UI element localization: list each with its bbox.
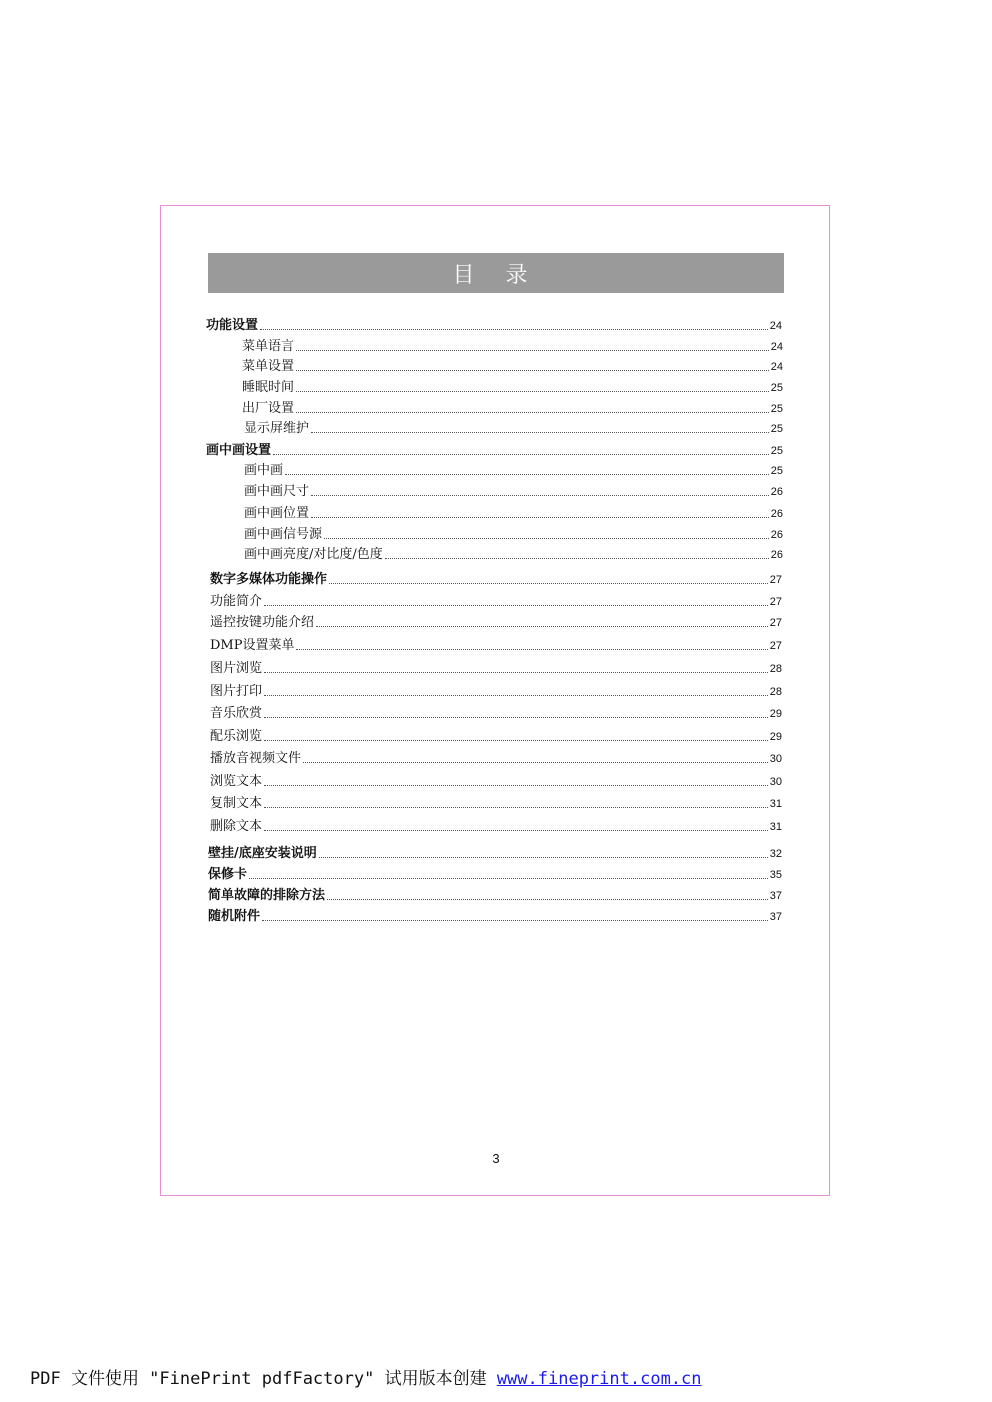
dot-leader xyxy=(311,431,769,433)
toc-entry-label: 壁挂/底座安装说明 xyxy=(208,846,317,861)
toc-entry-page: 27 xyxy=(769,574,782,586)
toc-entry[interactable] xyxy=(210,794,782,812)
toc-entry-label: 删除文本 xyxy=(210,819,263,834)
toc-entry-page: 31 xyxy=(769,798,782,810)
dot-leader xyxy=(316,625,768,627)
toc-entry-label: 遥控按键功能介绍 xyxy=(210,615,315,630)
toc-entry-label: 画中画亮度/对比度/色度 xyxy=(244,547,383,562)
dot-leader xyxy=(329,582,768,584)
dot-leader xyxy=(264,784,768,786)
toc-entry-page: 25 xyxy=(770,403,783,415)
dot-leader xyxy=(285,473,769,475)
toc-entry-label: 简单故障的排除方法 xyxy=(208,888,326,903)
toc-entry-label: 图片浏览 xyxy=(210,661,263,676)
dot-leader xyxy=(327,898,768,900)
toc-entry-label: 浏览文本 xyxy=(210,774,263,789)
toc-entry-label: 画中画尺寸 xyxy=(244,484,310,499)
dot-leader xyxy=(264,829,768,831)
toc-title: 目 录 xyxy=(208,253,784,293)
footer-link[interactable]: www.fineprint.com.cn xyxy=(496,1369,702,1389)
toc-entry-page: 30 xyxy=(769,776,782,788)
toc-entry-page: 25 xyxy=(770,465,783,477)
dot-leader xyxy=(311,516,769,518)
toc-entry-page: 28 xyxy=(769,663,782,675)
toc-entry[interactable] xyxy=(206,316,782,334)
toc-entry-label: 菜单设置 xyxy=(242,359,295,374)
toc-entry-label: 随机附件 xyxy=(208,909,261,924)
toc-entry-page: 28 xyxy=(769,686,782,698)
toc-entry-page: 24 xyxy=(769,320,782,332)
toc-entry-label: 菜单语言 xyxy=(242,339,295,354)
toc-entry[interactable] xyxy=(242,399,783,417)
toc-entry[interactable] xyxy=(210,636,782,654)
pdf-footer xyxy=(30,1364,702,1389)
dot-leader xyxy=(296,369,769,371)
toc-entry-label: DMP设置菜单 xyxy=(210,638,295,653)
toc-entry-label: 功能简介 xyxy=(210,594,263,609)
toc-entry-label: 出厂设置 xyxy=(242,401,295,416)
toc-entry[interactable] xyxy=(210,659,782,677)
toc-entry[interactable] xyxy=(210,817,782,835)
dot-leader xyxy=(385,557,769,559)
dot-leader xyxy=(296,648,767,650)
toc-entry[interactable] xyxy=(244,482,783,500)
toc-entry[interactable] xyxy=(206,441,783,459)
dot-leader xyxy=(260,328,768,330)
dot-leader xyxy=(249,877,768,879)
toc-entry-label: 音乐欣赏 xyxy=(210,706,263,721)
toc-entry[interactable] xyxy=(208,865,782,883)
toc-entry-page: 29 xyxy=(769,731,782,743)
dot-leader xyxy=(264,604,768,606)
toc-entry-label: 画中画位置 xyxy=(244,506,310,521)
toc-entry[interactable] xyxy=(242,357,783,375)
toc-entry-page: 24 xyxy=(770,341,783,353)
toc-entry-label: 显示屏维护 xyxy=(244,421,310,436)
toc-entry-page: 26 xyxy=(770,529,783,541)
toc-entry-label: 数字多媒体功能操作 xyxy=(210,572,328,587)
toc-entry[interactable] xyxy=(244,419,783,437)
toc-entry-label: 播放音视频文件 xyxy=(210,751,302,766)
toc-entry-label: 画中画设置 xyxy=(206,443,272,458)
toc-entry[interactable] xyxy=(210,570,782,588)
toc-entry-page: 29 xyxy=(769,708,782,720)
toc-entry[interactable] xyxy=(210,727,782,745)
dot-leader xyxy=(319,856,768,858)
toc-entry[interactable] xyxy=(244,545,783,563)
toc-entry[interactable] xyxy=(210,749,782,767)
toc-entry-label: 画中画信号源 xyxy=(244,527,323,542)
toc-entry[interactable] xyxy=(244,461,783,479)
toc-entry[interactable] xyxy=(244,525,783,543)
toc-entry-label: 复制文本 xyxy=(210,796,263,811)
toc-entry[interactable] xyxy=(210,772,782,790)
toc-entry[interactable] xyxy=(244,504,783,522)
toc-entry-label: 功能设置 xyxy=(206,318,259,333)
toc-entry[interactable] xyxy=(210,613,782,631)
toc-entry-page: 25 xyxy=(770,423,783,435)
toc-entry-page: 26 xyxy=(770,486,783,498)
toc-entry-page: 26 xyxy=(770,549,783,561)
toc-entry-page: 25 xyxy=(770,382,783,394)
toc-entry-page: 27 xyxy=(769,640,782,652)
dot-leader xyxy=(264,806,768,808)
dot-leader xyxy=(264,671,768,673)
toc-entry[interactable] xyxy=(208,886,782,904)
toc-entry-label: 图片打印 xyxy=(210,684,263,699)
toc-entry-page: 32 xyxy=(769,848,782,860)
dot-leader xyxy=(264,739,768,741)
dot-leader xyxy=(311,494,769,496)
dot-leader xyxy=(296,349,769,351)
toc-entry-page: 37 xyxy=(769,890,782,902)
toc-entry[interactable] xyxy=(210,682,782,700)
toc-entry-label: 画中画 xyxy=(244,463,284,478)
page-number: 3 xyxy=(492,1151,500,1166)
toc-entry-page: 25 xyxy=(770,445,783,457)
dot-leader xyxy=(273,453,769,455)
dot-leader xyxy=(296,411,769,413)
dot-leader xyxy=(264,716,768,718)
toc-entry-page: 24 xyxy=(770,361,783,373)
toc-entry[interactable] xyxy=(242,337,783,355)
toc-entry-page: 27 xyxy=(769,596,782,608)
dot-leader xyxy=(303,761,768,763)
dot-leader xyxy=(262,919,768,921)
footer-text: PDF 文件使用 "FinePrint pdfFactory" 试用版本创建 xyxy=(30,1369,497,1389)
toc-entry[interactable] xyxy=(242,378,783,396)
toc-entry[interactable] xyxy=(210,592,782,610)
toc-entry[interactable] xyxy=(208,844,782,862)
toc-entry-page: 26 xyxy=(770,508,783,520)
toc-entry-page: 35 xyxy=(769,869,782,881)
toc-entry-page: 37 xyxy=(769,911,782,923)
toc-entry-page: 27 xyxy=(769,617,782,629)
toc-entry[interactable] xyxy=(210,704,782,722)
toc-entry-page: 31 xyxy=(769,821,782,833)
toc-entry[interactable] xyxy=(208,907,782,925)
dot-leader xyxy=(296,390,769,392)
toc-entry-label: 睡眠时间 xyxy=(242,380,295,395)
toc-entry-label: 保修卡 xyxy=(208,867,248,882)
dot-leader xyxy=(324,537,769,539)
dot-leader xyxy=(264,694,768,696)
toc-entry-label: 配乐浏览 xyxy=(210,729,263,744)
toc-entry-page: 30 xyxy=(769,753,782,765)
